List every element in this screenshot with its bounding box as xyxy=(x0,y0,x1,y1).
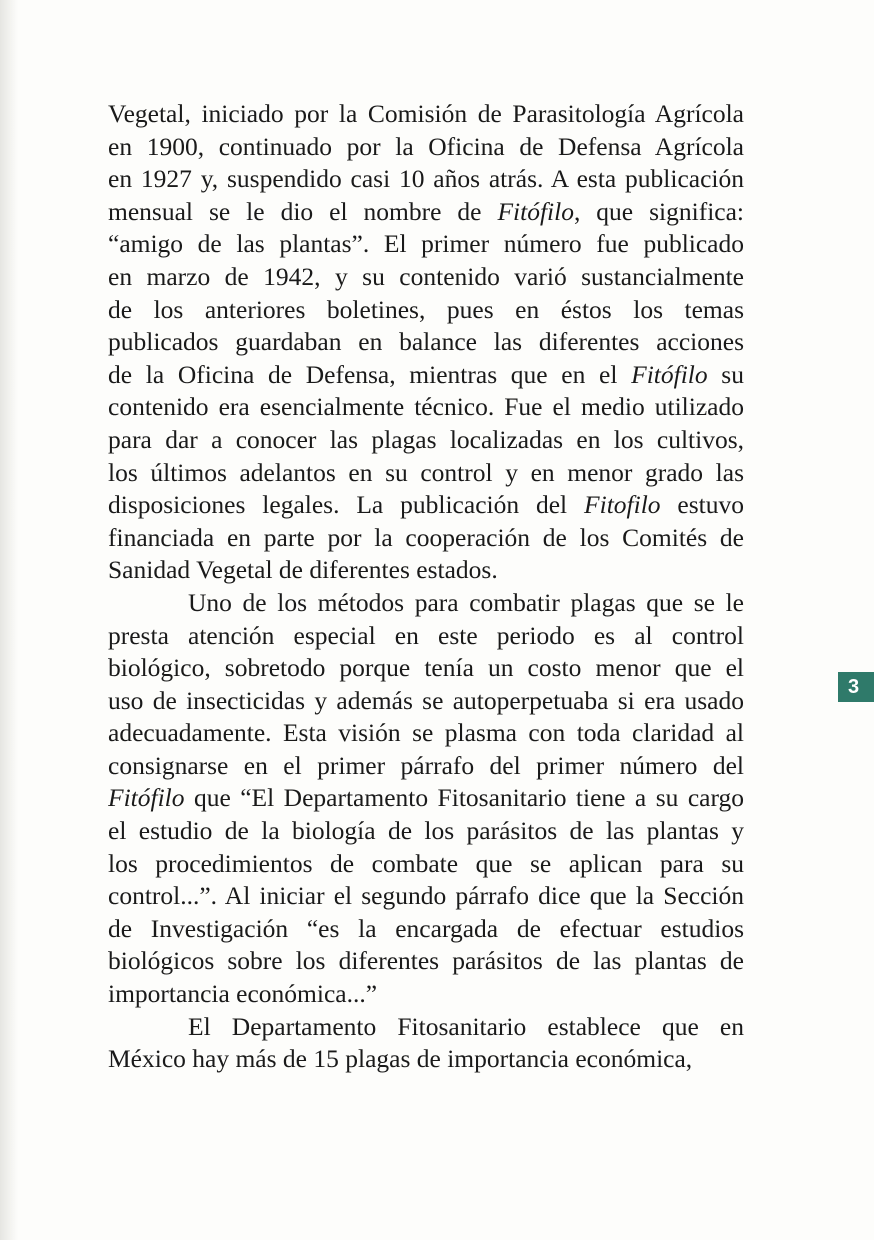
text-line xyxy=(108,815,744,848)
text-line xyxy=(108,457,744,490)
text-line xyxy=(108,522,744,555)
text-line xyxy=(108,945,744,978)
text-segment: en marzo de 1942, y su contenido varió sustancialmente xyxy=(108,261,744,291)
text-segment: adecuadamente. Esta visión se plasma con toda claridad al xyxy=(108,718,744,748)
text-segment: Vegetal, iniciado por la Comisión de Parasitología Agrícola xyxy=(108,99,744,128)
text-line xyxy=(108,652,744,685)
text-segment: Sanidad Vegetal de diferentes estados. xyxy=(108,555,498,585)
text-line xyxy=(108,131,744,164)
text-segment: Uno de los métodos para combatir plagas que se le xyxy=(188,587,744,617)
page-binding-edge xyxy=(0,0,18,1240)
text-segment: para dar a conocer las plagas localizadas en los cultivos, xyxy=(108,424,744,454)
text-line xyxy=(108,1011,744,1044)
text-segment: consignarse en el primer párrafo del primer número del xyxy=(108,750,744,780)
text-line xyxy=(108,685,744,718)
text-segment: uso de insecticidas y además se autoperpetuaba si era usado xyxy=(108,685,744,715)
text-line xyxy=(108,554,744,587)
text-line xyxy=(108,848,744,881)
text-segment: su xyxy=(707,359,744,389)
text-line xyxy=(108,326,744,359)
text-line xyxy=(108,717,744,750)
text-line xyxy=(108,750,744,783)
text-line xyxy=(108,913,744,946)
text-segment: “amigo de las plantas”. El primer número fue publicado xyxy=(108,229,744,259)
text-segment: mensual se le dio el nombre de xyxy=(108,196,498,226)
text-segment: biológico, sobretodo porque tenía un costo menor que el xyxy=(108,653,744,683)
body-text xyxy=(108,98,744,1076)
text-segment: los últimos adelantos en su control y en menor grado las xyxy=(108,457,744,487)
paragraph-2 xyxy=(108,587,744,1011)
text-line xyxy=(108,1043,744,1076)
text-segment: control...”. Al iniciar el segundo párrafo dice que la Sección xyxy=(108,881,744,911)
text-line xyxy=(108,196,744,229)
text-segment: financiada en parte por la cooperación de los Comités de xyxy=(108,522,744,552)
text-line xyxy=(108,587,744,620)
text-segment: en 1927 y, suspendido casi 10 años atrás. A esta publicación xyxy=(108,164,744,194)
text-line xyxy=(108,98,744,131)
text-line xyxy=(108,620,744,653)
text-segment: que “El Departamento Fitosanitario tiene a su cargo xyxy=(184,783,744,813)
text-segment: de los anteriores boletines, pues en éstos los temas xyxy=(108,294,744,324)
text-segment: México hay más de 15 plagas de importancia económica, xyxy=(108,1044,693,1074)
italic-title-text: Fitofilo xyxy=(584,490,661,520)
text-segment: de Investigación “es la encargada de efectuar estudios xyxy=(108,913,744,943)
paragraph-1 xyxy=(108,98,744,587)
text-segment: biológicos sobre los diferentes parásitos de las plantas de xyxy=(108,946,744,976)
text-line xyxy=(108,391,744,424)
text-segment: el estudio de la biología de los parásitos de las plantas y xyxy=(108,816,744,846)
text-segment: importancia económica...” xyxy=(108,979,378,1009)
text-line xyxy=(108,489,744,522)
text-line xyxy=(108,359,744,392)
page-number-tab xyxy=(838,672,874,702)
text-line xyxy=(108,424,744,457)
text-segment: presta atención especial en este periodo es al control xyxy=(108,620,744,650)
text-segment: , que significa: xyxy=(573,196,744,226)
text-segment: publicados guardaban en balance las diferentes acciones xyxy=(108,327,744,357)
text-segment: El Departamento Fitosanitario establece que en xyxy=(188,1011,744,1041)
italic-title-text: Fitófilo xyxy=(108,783,185,813)
text-line xyxy=(108,880,744,913)
text-line xyxy=(108,782,744,815)
text-segment: contenido era esencialmente técnico. Fue el medio utilizado xyxy=(108,392,744,422)
text-segment: los procedimientos de combate que se aplican para su xyxy=(108,848,744,878)
text-line xyxy=(108,294,744,327)
text-line xyxy=(108,228,744,261)
italic-title-text: Fitófilo xyxy=(631,359,708,389)
text-line xyxy=(108,163,744,196)
text-segment: en 1900, continuado por la Oficina de Defensa Agrícola xyxy=(108,131,744,161)
page-number: 3 xyxy=(848,676,860,698)
text-segment: disposiciones legales. La publicación del xyxy=(108,490,585,520)
text-line xyxy=(108,261,744,294)
italic-title-text: Fitófilo xyxy=(497,196,574,226)
text-line xyxy=(108,978,744,1011)
paragraph-3 xyxy=(108,1011,744,1076)
text-segment: estuvo xyxy=(660,490,744,520)
text-segment: de la Oficina de Defensa, mientras que en el xyxy=(108,359,632,389)
